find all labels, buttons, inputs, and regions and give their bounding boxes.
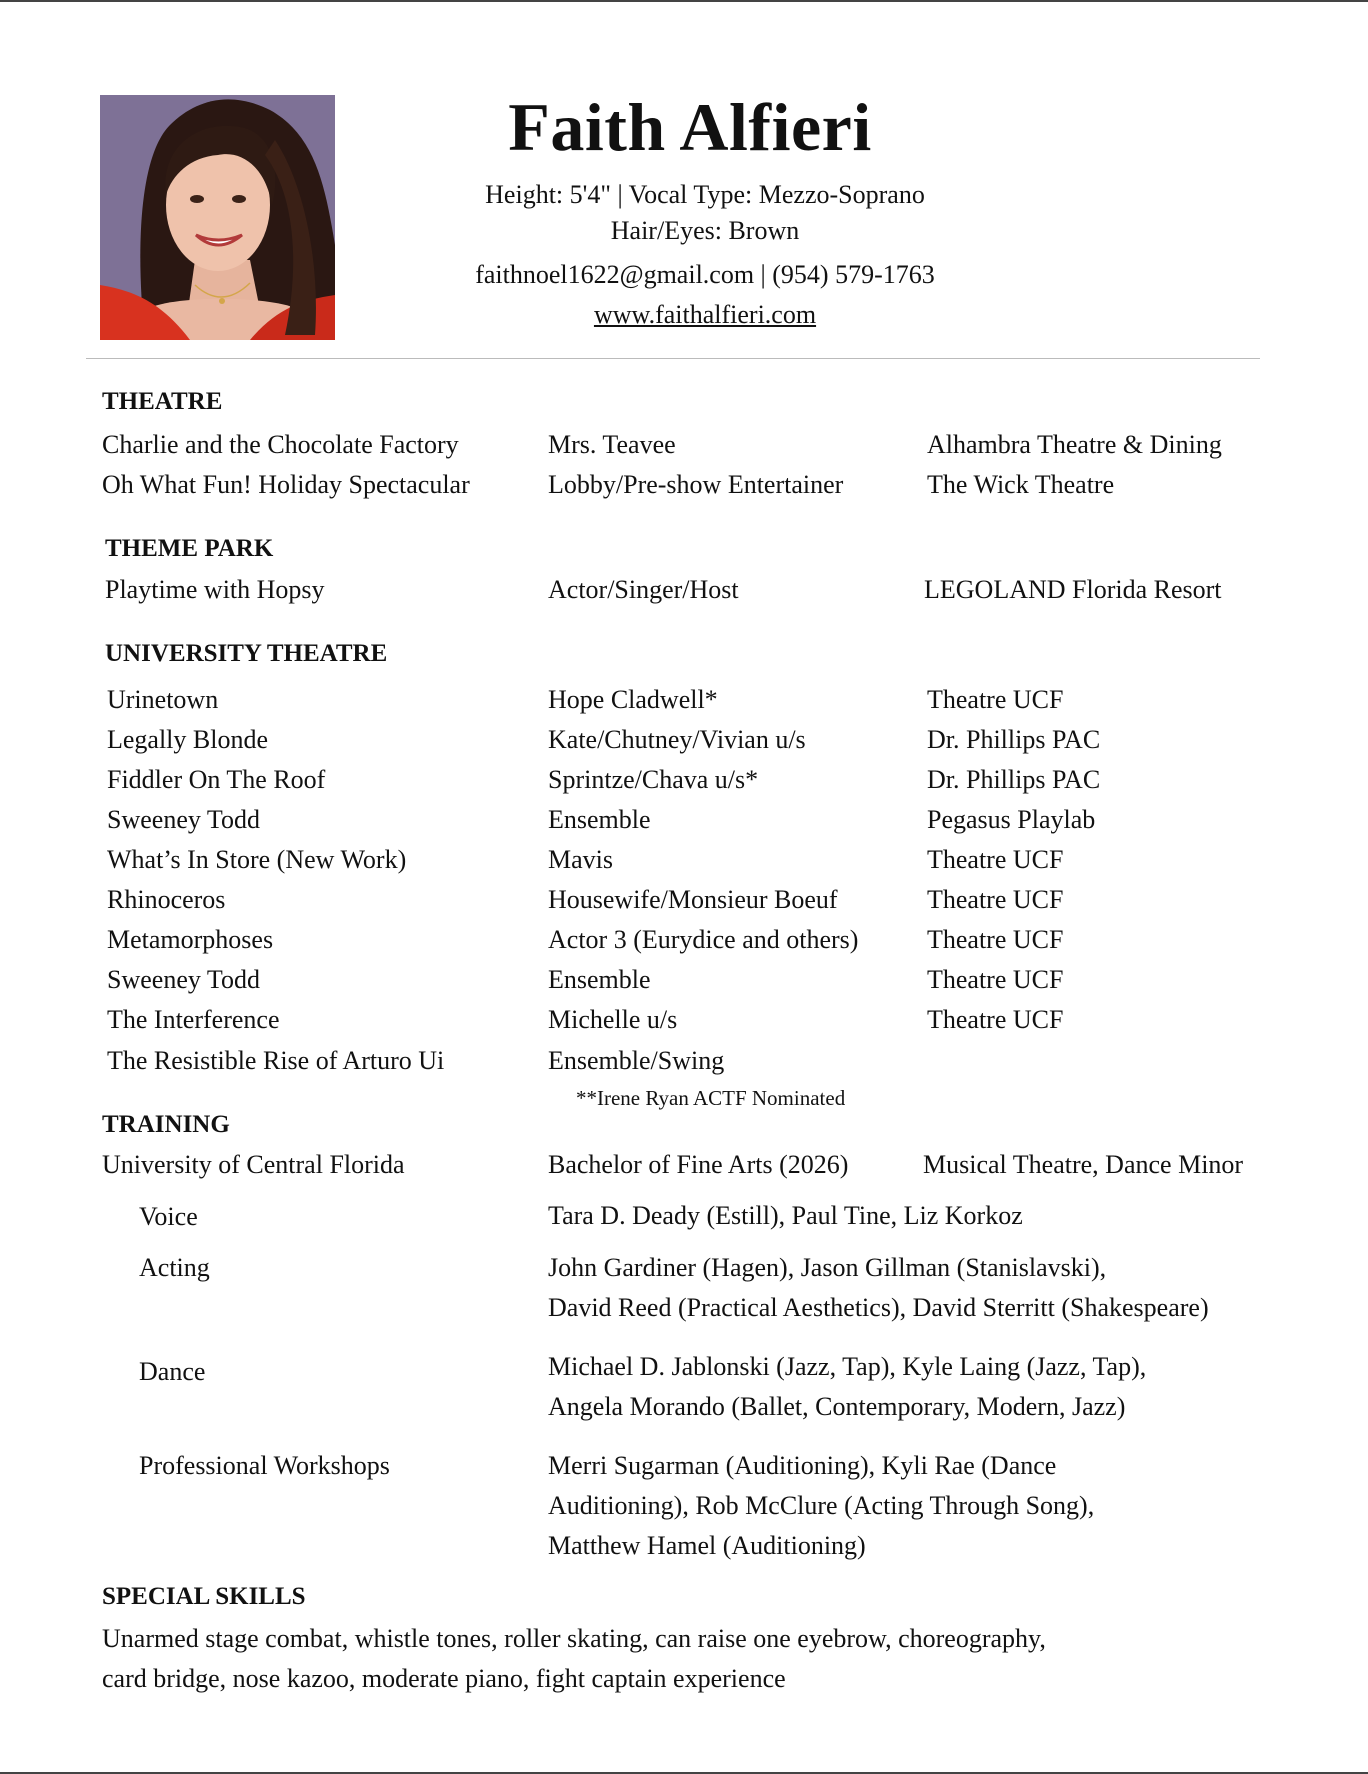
credit-show: Sweeney Todd xyxy=(107,805,260,834)
skills-text: Unarmed stage combat, whistle tones, roller skating, can raise one eyebrow, choreography, xyxy=(102,1624,1046,1653)
header-divider xyxy=(86,358,1260,359)
credit-venue: LEGOLAND Florida Resort xyxy=(924,575,1222,604)
credit-show: The Interference xyxy=(107,1005,280,1034)
credit-venue: Theatre UCF xyxy=(927,885,1064,914)
candidate-name: Faith Alfieri xyxy=(508,89,872,165)
training-major: Musical Theatre, Dance Minor xyxy=(923,1150,1244,1179)
credit-role: Ensemble xyxy=(548,805,651,834)
training-workshops-teachers: Merri Sugarman (Auditioning), Kyli Rae (Dance xyxy=(548,1451,1057,1480)
credit-venue: Theatre UCF xyxy=(927,685,1064,714)
training-acting-teachers: David Reed (Practical Aesthetics), David Sterritt (Shakespeare) xyxy=(548,1293,1209,1322)
credit-venue: The Wick Theatre xyxy=(927,470,1115,499)
credit-show: Oh What Fun! Holiday Spectacular xyxy=(102,470,470,499)
training-dance-teachers: Angela Morando (Ballet, Contemporary, Modern, Jazz) xyxy=(548,1392,1126,1421)
training-voice-teachers: Tara D. Deady (Estill), Paul Tine, Liz Korkoz xyxy=(548,1201,1023,1230)
credit-venue: Theatre UCF xyxy=(927,925,1064,954)
credit-show: Urinetown xyxy=(107,685,219,714)
credit-role: Mrs. Teavee xyxy=(548,430,676,459)
credit-role: Actor/Singer/Host xyxy=(548,575,739,604)
section-heading-theatre: THEATRE xyxy=(102,388,223,415)
credit-show: Metamorphoses xyxy=(107,925,274,954)
training-workshops-teachers: Matthew Hamel (Auditioning) xyxy=(548,1531,866,1560)
credit-show: Legally Blonde xyxy=(107,725,269,754)
credit-venue: Theatre UCF xyxy=(927,965,1064,994)
credit-role: Mavis xyxy=(548,845,613,874)
section-heading-university-theatre: UNIVERSITY THEATRE xyxy=(105,640,388,667)
credit-show: Sweeney Todd xyxy=(107,965,260,994)
credit-role: Ensemble/Swing xyxy=(548,1046,725,1075)
credit-role: Actor 3 (Eurydice and others) xyxy=(548,925,859,954)
credit-venue: Pegasus Playlab xyxy=(927,805,1096,834)
credit-show: Playtime with Hopsy xyxy=(105,575,325,604)
contact-info: faithnoel1622@gmail.com | (954) 579-1763 xyxy=(475,260,935,289)
credit-role: Sprintze/Chava u/s* xyxy=(548,765,759,794)
training-dance-teachers: Michael D. Jablonski (Jazz, Tap), Kyle Laing (Jazz, Tap), xyxy=(548,1352,1147,1381)
page-top-border xyxy=(0,0,1368,2)
credit-role: Ensemble xyxy=(548,965,651,994)
credit-role: Lobby/Pre-show Entertainer xyxy=(548,470,844,499)
training-acting-teachers: John Gardiner (Hagen), Jason Gillman (Stanislavski), xyxy=(548,1253,1107,1282)
training-voice-label: Voice xyxy=(139,1202,198,1231)
training-school: University of Central Florida xyxy=(102,1150,405,1179)
credit-role: Hope Cladwell* xyxy=(548,685,718,714)
training-acting-label: Acting xyxy=(139,1253,210,1282)
skills-text: card bridge, nose kazoo, moderate piano, fight captain experience xyxy=(102,1664,786,1693)
credit-show: What’s In Store (New Work) xyxy=(107,845,407,874)
credit-venue: Dr. Phillips PAC xyxy=(927,765,1101,794)
training-degree: Bachelor of Fine Arts (2026) xyxy=(548,1150,849,1179)
award-note: **Irene Ryan ACTF Nominated xyxy=(576,1086,846,1110)
height-vocal-type: Height: 5'4" | Vocal Type: Mezzo-Soprano xyxy=(485,180,925,209)
hair-eyes: Hair/Eyes: Brown xyxy=(610,216,800,245)
training-workshops-teachers: Auditioning), Rob McClure (Acting Through Song), xyxy=(548,1491,1095,1520)
training-workshops-label: Professional Workshops xyxy=(139,1451,390,1480)
section-heading-special-skills: SPECIAL SKILLS xyxy=(102,1583,306,1610)
credit-role: Kate/Chutney/Vivian u/s xyxy=(548,725,806,754)
section-heading-training: TRAINING xyxy=(102,1111,230,1138)
credit-role: Housewife/Monsieur Boeuf xyxy=(548,885,838,914)
credit-venue: Alhambra Theatre & Dining xyxy=(927,430,1222,459)
credit-show: Charlie and the Chocolate Factory xyxy=(102,430,459,459)
website-link[interactable]: www.faithalfieri.com xyxy=(593,300,817,329)
credit-show: The Resistible Rise of Arturo Ui xyxy=(107,1046,445,1075)
credit-role: Michelle u/s xyxy=(548,1005,678,1034)
training-dance-label: Dance xyxy=(139,1357,206,1386)
credit-venue: Dr. Phillips PAC xyxy=(927,725,1101,754)
credit-venue: Theatre UCF xyxy=(927,845,1064,874)
section-heading-theme-park: THEME PARK xyxy=(105,535,274,562)
credit-show: Fiddler On The Roof xyxy=(107,765,326,794)
credit-show: Rhinoceros xyxy=(107,885,226,914)
credit-venue: Theatre UCF xyxy=(927,1005,1064,1034)
